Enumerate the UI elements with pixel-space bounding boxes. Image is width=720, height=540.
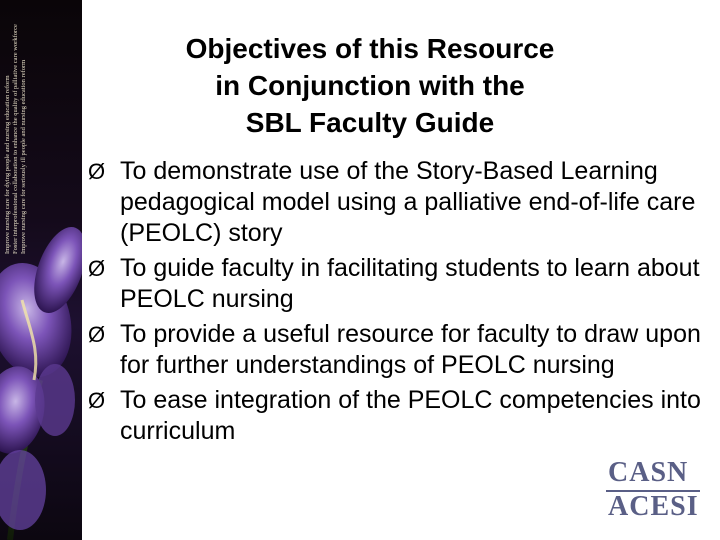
sidebar-image-panel bbox=[0, 0, 82, 540]
arrow-bullet-icon: Ø bbox=[88, 256, 106, 281]
arrow-bullet-icon: Ø bbox=[88, 159, 106, 184]
arrow-bullet-icon: Ø bbox=[88, 388, 106, 413]
title-line: SBL Faculty Guide bbox=[245, 107, 495, 138]
title-line: Objectives of this Resource bbox=[185, 33, 555, 64]
casn-acesi-logo bbox=[598, 454, 708, 534]
arrow-bullet-icon: Ø bbox=[88, 322, 106, 347]
list-item-text: To guide faculty in facilitating students to learn about PEOLC nursing bbox=[120, 254, 700, 313]
list-item bbox=[88, 253, 708, 315]
list-item bbox=[88, 319, 708, 381]
sidebar-text-line: Improve nursing care for dying people and nursing education reform bbox=[4, 75, 11, 254]
logo-text-acesi: ACESI bbox=[608, 491, 699, 522]
logo-text-casn: CASN bbox=[608, 457, 689, 488]
sidebar-text-line: Improve nursing care for seriously ill people and nursing education reform bbox=[20, 59, 27, 254]
sidebar-vertical-text bbox=[4, 4, 28, 254]
list-item bbox=[88, 156, 708, 249]
title-line: in Conjunction with the bbox=[215, 70, 525, 101]
list-item bbox=[88, 385, 708, 447]
list-item-text: To provide a useful resource for faculty to draw upon for further understandings of PEOLC nursing bbox=[120, 320, 701, 379]
sidebar-text-line: Foster interprofessional collaboration to enhance the quality of palliative care workforce bbox=[12, 24, 19, 254]
list-item-text: To ease integration of the PEOLC competencies into curriculum bbox=[120, 386, 701, 445]
list-item-text: To demonstrate use of the Story-Based Learning pedagogical model using a palliative end-of-life care (PEOLC) story bbox=[120, 157, 696, 247]
slide-title bbox=[120, 30, 620, 141]
objectives-list bbox=[88, 156, 708, 451]
